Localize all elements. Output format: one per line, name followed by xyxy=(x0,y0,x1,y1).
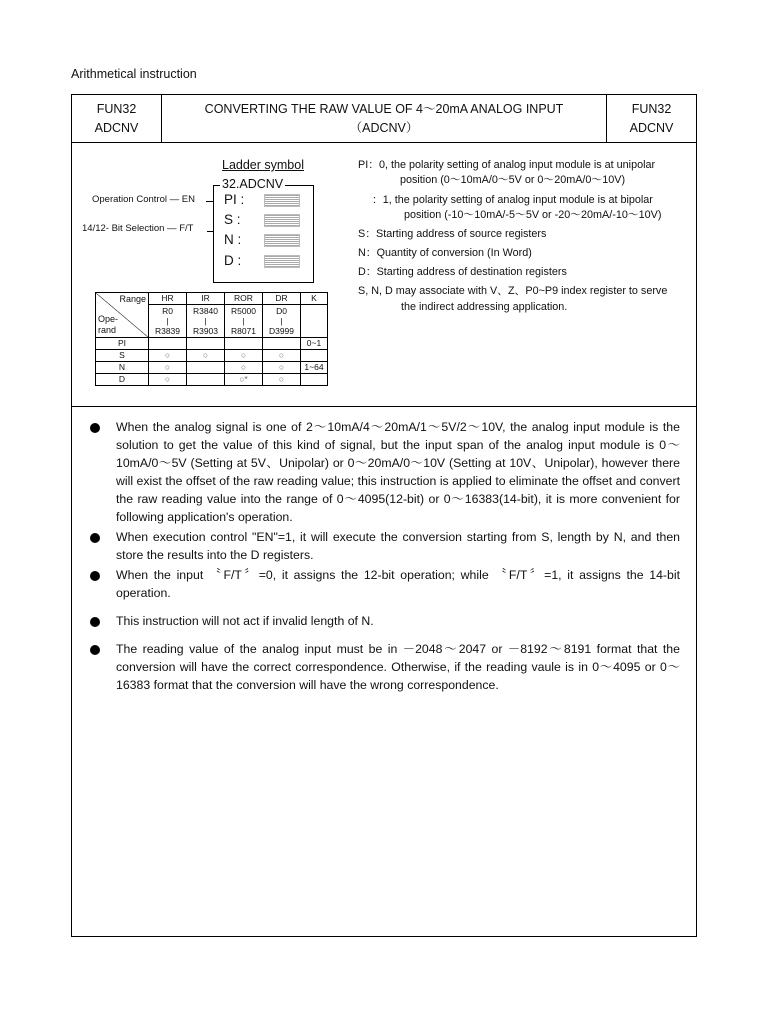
desc-pi1-a: ：1, the polarity setting of analog input module is at bipolar xyxy=(372,194,653,206)
list-item: When execution control "EN"=1, it will execute the conversion starting from S, length by N, and then store the results into the D registers. xyxy=(90,528,680,564)
ft-pin: F/T xyxy=(179,223,194,234)
col-ir: IR xyxy=(187,293,225,305)
table-row: PI 0~1 xyxy=(96,338,328,350)
bit-selection-label: 14/12- Bit Selection — F/T xyxy=(82,223,194,234)
range-hr: R0 | R3839 xyxy=(149,305,187,338)
corner-operand: Ope- rand xyxy=(98,314,119,335)
operand-s-value xyxy=(264,214,300,227)
operand-pi: PI : xyxy=(224,192,245,207)
bullet-dot-icon xyxy=(90,423,100,433)
header-title-line2: （ADCNV） xyxy=(349,121,419,135)
table-row: S ○ ○ ○ ○ xyxy=(96,350,328,362)
list-item: When the analog signal is one of 2～10mA/4～20mA/1～5V/2～10V, the analog input module is the solution to get the value of this kind of signal, but the input span of the analog input module is 0～10mA/0～5V (Setting at 5V、Unipolar) or 0～20mA/0～10V (Setting at 10V、Unipolar), however there will exist the offset of the raw reading value; this instruction is applied to eliminate the offset and convert the raw reading value into the range of 0～4095(12-bit) or 0～16383(14-bit), it is more convenient for following application's operation. xyxy=(90,418,680,526)
header-divider xyxy=(72,142,696,143)
header-title-line1: CONVERTING THE RAW VALUE OF 4～20mA ANALOG INPUT xyxy=(204,102,564,116)
ft-wire xyxy=(207,231,213,232)
header-right xyxy=(607,100,696,138)
header-left-code: FUN32 xyxy=(96,102,137,116)
list-item: The reading value of the analog input must be in －2048～2047 or －8192～8191 format that the conversion will have the correct correspondence. Otherwise, if the reading vaule is in 0～4095 or 0～16383 format that the conversion will have the wrong correspondence. xyxy=(90,640,680,694)
desc-s: S：Starting address of source registers xyxy=(358,228,547,240)
header-title xyxy=(162,100,606,138)
notes-list xyxy=(90,418,680,696)
en-pin: EN xyxy=(181,194,195,205)
operand-pi-value xyxy=(264,194,300,207)
header-right-code: FUN32 xyxy=(631,102,672,116)
desc-index-b: the indirect addressing application. xyxy=(401,301,568,313)
table-row: D ○ ○* ○ xyxy=(96,374,328,386)
en-wire xyxy=(206,201,213,202)
range-k xyxy=(301,305,328,338)
table-row: N ○ ○ ○ 1~64 xyxy=(96,362,328,374)
bullet-dot-icon xyxy=(90,533,100,543)
range-ir: R3840 | R3903 xyxy=(187,305,225,338)
ladder-block-name: 32.ADCNV xyxy=(222,177,284,191)
bullet-dot-icon xyxy=(90,571,100,581)
header-left xyxy=(72,100,161,138)
operand-n-value xyxy=(264,234,300,247)
list-item: When the input 〝F/T〞=0, it assigns the 12-bit operation; while 〝F/T〞=1, it assigns the 14-bit operation. xyxy=(90,566,680,602)
header-right-name: ADCNV xyxy=(629,121,674,135)
desc-pi0-a: PI：0, the polarity setting of analog input module is at unipolar xyxy=(358,159,656,171)
operand-s: S : xyxy=(224,212,241,227)
operand-table xyxy=(95,292,328,386)
operand-n: N : xyxy=(224,232,242,247)
col-hr: HR xyxy=(149,293,187,305)
bullet-dot-icon xyxy=(90,645,100,655)
operand-d-value xyxy=(264,255,300,268)
body-divider xyxy=(72,406,696,407)
col-k: K xyxy=(301,293,328,305)
corner-range: Range xyxy=(119,294,146,304)
bullet-dot-icon xyxy=(90,617,100,627)
ladder-title: Ladder symbol xyxy=(222,158,304,172)
col-dr: DR xyxy=(263,293,301,305)
desc-d: D：Starting address of destination registers xyxy=(358,266,567,278)
range-dr: D0 | D3999 xyxy=(263,305,301,338)
range-ror: R5000 | R8071 xyxy=(225,305,263,338)
desc-pi0-b: position (0～10mA/0～5V or 0～20mA/0～10V) xyxy=(400,174,626,186)
table-corner xyxy=(96,293,149,338)
header-left-name: ADCNV xyxy=(94,121,139,135)
desc-n: N：Quantity of conversion (In Word) xyxy=(358,247,532,259)
desc-index-a: S, N, D may associate with V、Z、P0~P9 index register to serve xyxy=(358,285,668,297)
operand-d: D : xyxy=(224,253,242,268)
operation-control-label: Operation Control — EN xyxy=(92,194,195,205)
ladder-block xyxy=(213,185,314,283)
section-title: Arithmetical instruction xyxy=(71,67,197,81)
desc-pi1-b: position (-10～10mA/-5～5V or -20～20mA/-10～10V) xyxy=(404,209,662,221)
col-ror: ROR xyxy=(225,293,263,305)
list-item: This instruction will not act if invalid length of N. xyxy=(90,612,680,630)
